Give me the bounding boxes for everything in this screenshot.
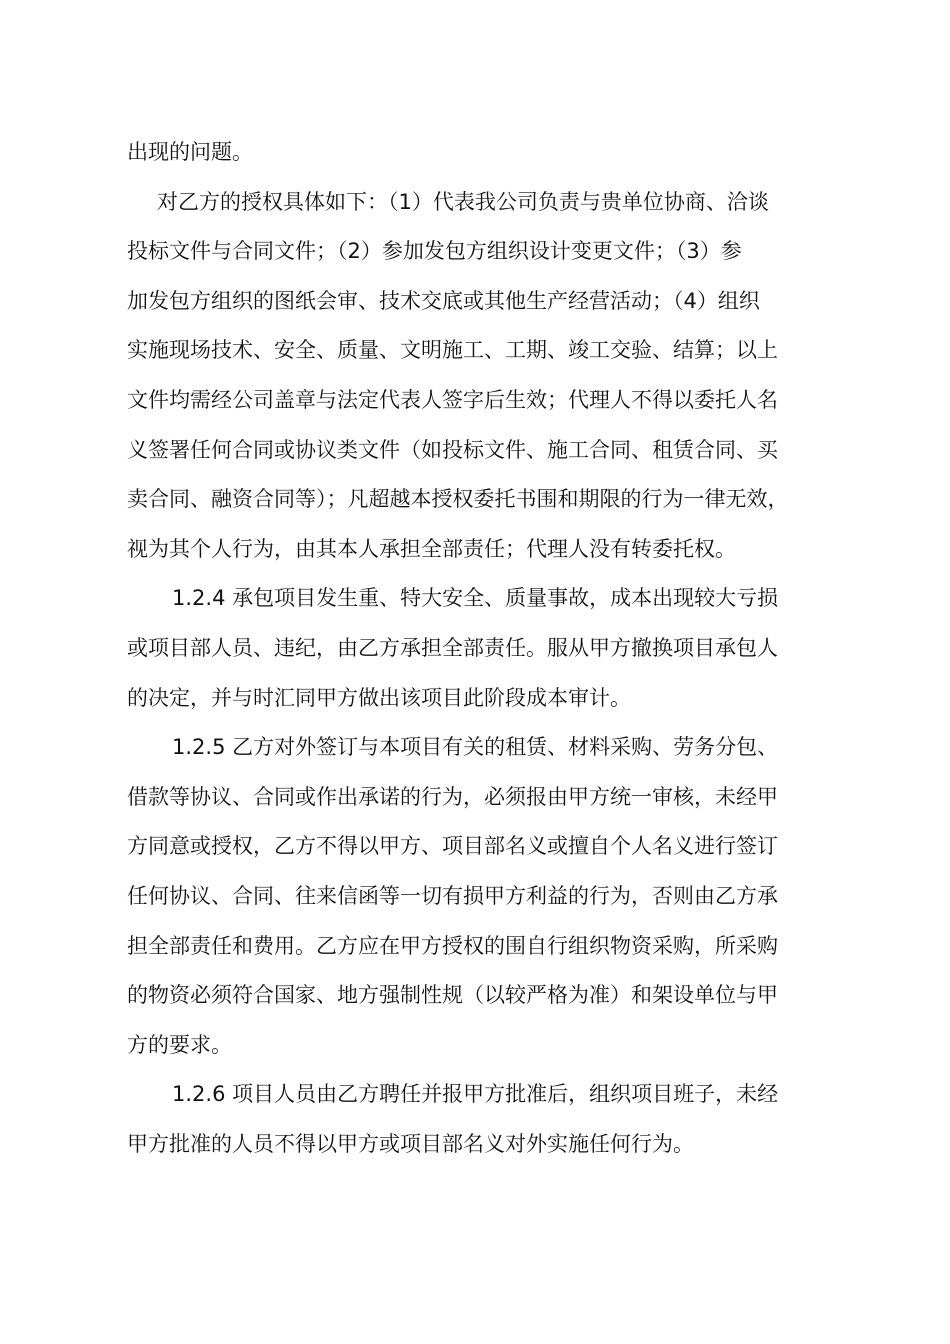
text-line: 实施现场技术、安全、质量、文明施工、工期、竣工交验、结算；以上 (127, 338, 778, 363)
document-body (127, 128, 837, 1169)
text-line: 投标文件与合同文件；（2）参加发包方组织设计变更文件；（3）参 (127, 239, 742, 264)
para-continuation (127, 128, 837, 178)
text-line: 任何协议、合同、往来信函等一切有损甲方利益的行为，否则由乙方承 (127, 883, 778, 908)
para-authorization (127, 178, 837, 575)
text-line: 1.2.4 承包项目发生重、特大安全、质量事故，成本出现较大亏损 (172, 586, 779, 611)
para-1-2-4 (127, 574, 837, 723)
para-1-2-5 (127, 723, 837, 1070)
text-line: 出现的问题。 (127, 140, 253, 164)
text-line: 1.2.5 乙方对外签订与本项目有关的租赁、材料采购、劳务分包、 (172, 735, 779, 760)
text-line: 或项目部人员、违纪，由乙方承担全部责任。服从甲方撤换项目承包人 (127, 635, 778, 660)
text-line: 的物资必须符合国家、地方强制性规（以较严格为准）和架设单位与甲 (127, 983, 778, 1008)
para-1-2-6 (127, 1070, 837, 1169)
text-line: 文件均需经公司盖章与法定代表人签字后生效；代理人不得以委托人名 (127, 387, 778, 412)
text-line: 借款等协议、合同或作出承诺的行为，必须报由甲方统一审核，未经甲 (127, 784, 778, 809)
text-line: 1.2.6 项目人员由乙方聘任并报甲方批准后，组织项目班子，未经 (172, 1082, 779, 1107)
text-line: 对乙方的授权具体如下：（1）代表我公司负责与贵单位协商、洽谈 (157, 189, 769, 214)
text-line: 担全部责任和费用。乙方应在甲方授权的围自行组织物资采购，所采购 (127, 933, 778, 958)
text-line: 甲方批准的人员不得以甲方或项目部名义对外实施任何行为。 (127, 1131, 694, 1156)
text-line: 卖合同、融资合同等）；凡超越本授权委托书围和期限的行为一律无效， (127, 487, 789, 512)
text-line: 视为其个人行为，由其本人承担全部责任；代理人没有转委托权。 (127, 536, 736, 561)
text-line: 方的要求。 (127, 1032, 232, 1057)
text-line: 加发包方组织的图纸会审、技术交底或其他生产经营活动；（4）组织 (127, 288, 760, 313)
text-line: 的决定，并与时汇同甲方做出该项目此阶段成本审计。 (127, 685, 631, 710)
text-line: 义签署任何合同或协议类文件（如投标文件、施工合同、租赁合同、买 (127, 437, 778, 462)
text-line: 方同意或授权，乙方不得以甲方、项目部名义或擅自个人名义进行签订 (127, 834, 778, 859)
